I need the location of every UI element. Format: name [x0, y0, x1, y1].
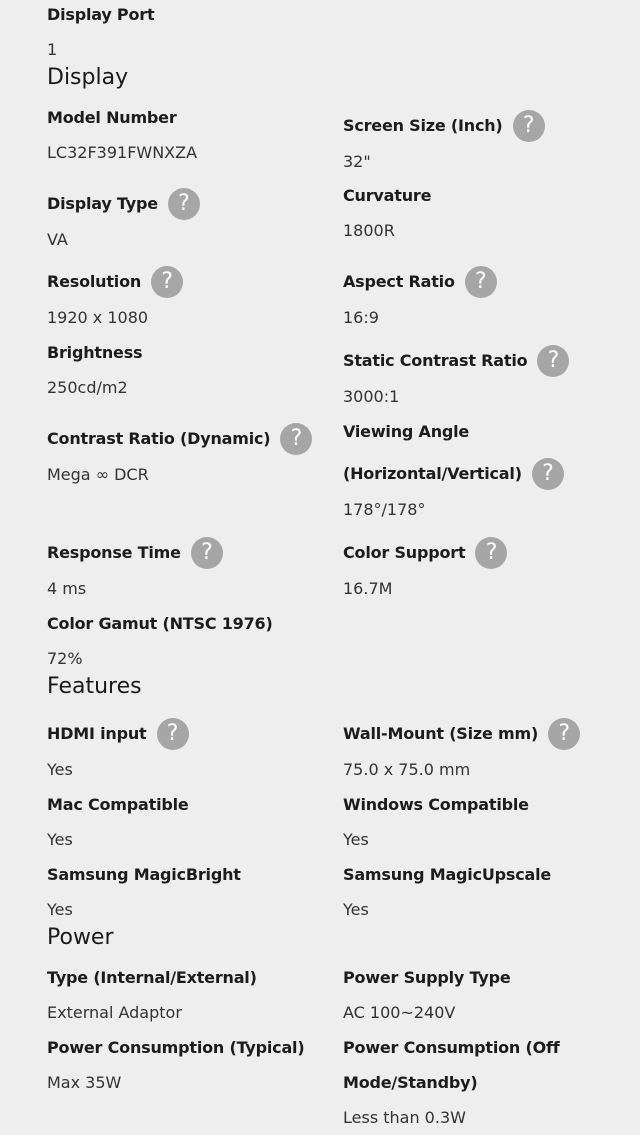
power-supply-type-value: AC 100~240V [343, 1003, 456, 1022]
power-consumption-off-label: Power Consumption (Off [343, 1038, 560, 1057]
brightness-label: Brightness [47, 343, 143, 362]
windows-compatible-value: Yes [343, 830, 369, 849]
curvature-value: 1800R [343, 221, 395, 240]
help-icon[interactable]: ? [513, 110, 545, 142]
mac-compatible-value: Yes [47, 830, 73, 849]
help-icon[interactable]: ? [168, 188, 200, 220]
contrast-dynamic-value: Mega ∞ DCR [47, 465, 149, 484]
power-supply-type-label: Power Supply Type [343, 968, 511, 987]
help-icon[interactable]: ? [548, 718, 580, 750]
help-icon[interactable]: ? [280, 423, 312, 455]
section-title-display: Display [47, 65, 129, 90]
help-icon[interactable]: ? [191, 537, 223, 569]
model-number-label: Model Number [47, 108, 177, 127]
screen-size-value: 32" [343, 152, 371, 171]
help-icon[interactable]: ? [475, 537, 507, 569]
resolution-value: 1920 x 1080 [47, 308, 149, 327]
magicupscale-value: Yes [343, 900, 369, 919]
viewing-angle-label-cont: (Horizontal/Vertical) ? [343, 458, 564, 490]
aspect-ratio-value: 16:9 [343, 308, 379, 327]
display-port-value: 1 [47, 40, 58, 59]
power-type-label: Type (Internal/External) [47, 968, 257, 987]
hdmi-input-value: Yes [47, 760, 73, 779]
help-icon[interactable]: ? [532, 458, 564, 490]
power-type-value: External Adaptor [47, 1003, 182, 1022]
brightness-value: 250cd/m2 [47, 378, 128, 397]
magicbright-value: Yes [47, 900, 73, 919]
viewing-angle-value: 178°/178° [343, 500, 426, 519]
display-type-value: VA [47, 230, 68, 249]
contrast-dynamic-label: Contrast Ratio (Dynamic) ? [47, 423, 312, 455]
help-icon[interactable]: ? [537, 345, 569, 377]
help-icon[interactable]: ? [157, 718, 189, 750]
power-consumption-off-label-cont: Mode/Standby) [343, 1073, 478, 1092]
model-number-value: LC32F391FWNXZA [47, 143, 198, 162]
static-contrast-value: 3000:1 [343, 387, 400, 406]
power-consumption-typical-value: Max 35W [47, 1073, 122, 1092]
screen-size-label: Screen Size (Inch) ? [343, 110, 545, 142]
response-time-label: Response Time ? [47, 537, 223, 569]
color-gamut-value: 72% [47, 649, 83, 668]
help-icon[interactable]: ? [465, 266, 497, 298]
static-contrast-label: Static Contrast Ratio ? [343, 345, 569, 377]
resolution-label: Resolution ? [47, 266, 183, 298]
windows-compatible-label: Windows Compatible [343, 795, 529, 814]
response-time-value: 4 ms [47, 579, 87, 598]
section-title-power: Power [47, 925, 114, 950]
aspect-ratio-label: Aspect Ratio ? [343, 266, 497, 298]
color-support-value: 16.7M [343, 579, 393, 598]
color-gamut-label: Color Gamut (NTSC 1976) [47, 614, 273, 633]
viewing-angle-label: Viewing Angle [343, 422, 470, 441]
curvature-label: Curvature [343, 186, 432, 205]
help-icon[interactable]: ? [151, 266, 183, 298]
power-consumption-typical-label: Power Consumption (Typical) [47, 1038, 305, 1057]
wall-mount-label: Wall-Mount (Size mm) ? [343, 718, 580, 750]
power-consumption-off-value: Less than 0.3W [343, 1108, 466, 1127]
display-port-label: Display Port [47, 5, 155, 24]
section-title-features: Features [47, 674, 142, 699]
color-support-label: Color Support ? [343, 537, 507, 569]
magicbright-label: Samsung MagicBright [47, 865, 241, 884]
display-type-label: Display Type ? [47, 188, 200, 220]
wall-mount-value: 75.0 x 75.0 mm [343, 760, 471, 779]
magicupscale-label: Samsung MagicUpscale [343, 865, 552, 884]
mac-compatible-label: Mac Compatible [47, 795, 189, 814]
hdmi-input-label: HDMI input ? [47, 718, 189, 750]
